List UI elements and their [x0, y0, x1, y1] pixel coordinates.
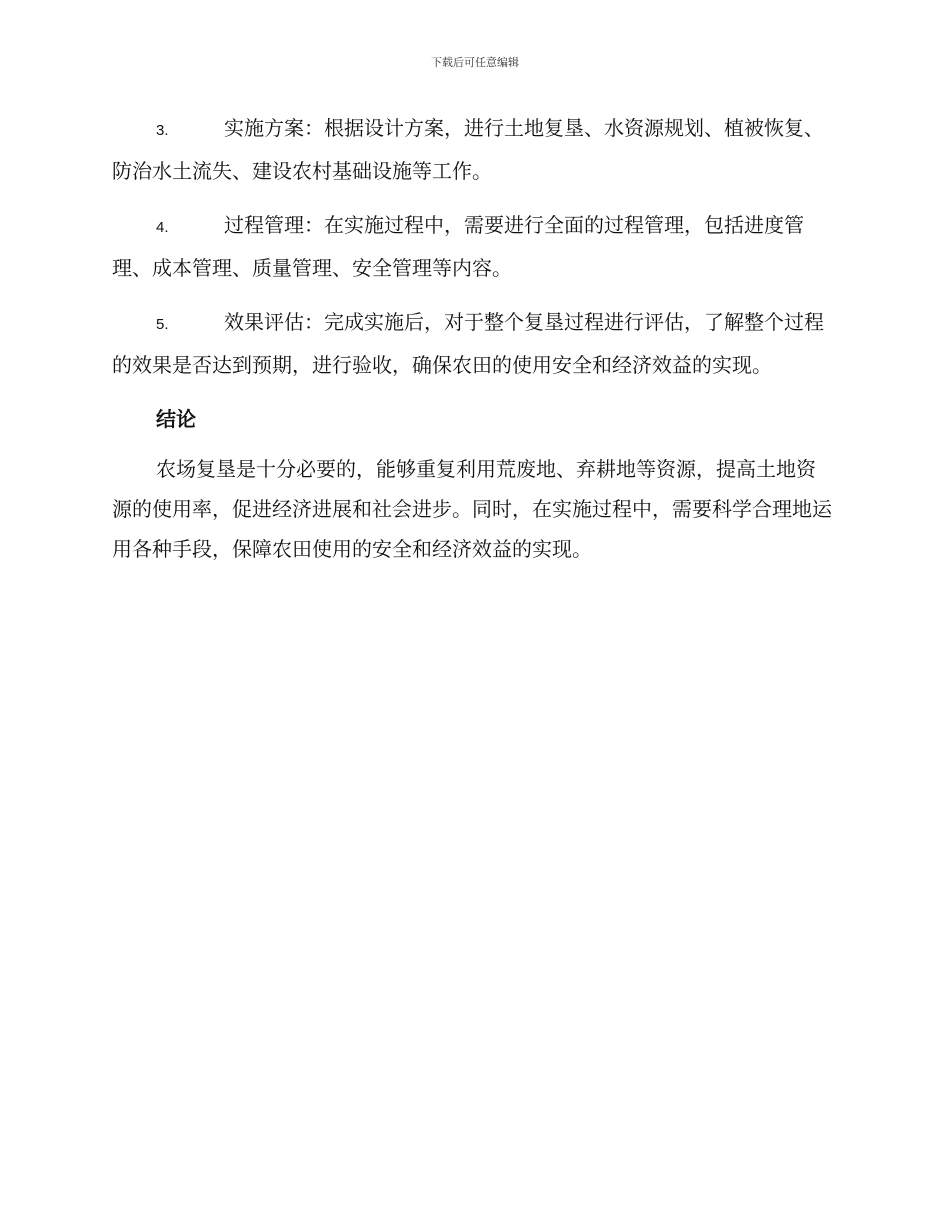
list-item-number: 5. [156, 316, 169, 333]
list-item-3 [112, 108, 834, 191]
list-item-text: 效果评估：完成实施后，对于整个复垦过程进行评估，了解整个过程的效果是否达到预期，进行验收，确保农田的使用安全和经济效益的实现。 [112, 310, 824, 377]
list-item-text: 过程管理：在实施过程中，需要进行全面的过程管理，包括进度管理、成本管理、质量管理、安全管理等内容。 [112, 213, 804, 280]
list-item-4 [112, 205, 834, 288]
list-item-number: 3. [156, 122, 169, 139]
conclusion-heading: 结论 [156, 407, 196, 431]
list-item-text: 实施方案：根据设计方案，进行土地复垦、水资源规划、植被恢复、防治水土流失、建设农村基础设施等工作。 [112, 116, 824, 183]
document-body [112, 108, 834, 569]
list-item-number: 4. [156, 219, 169, 236]
list-item-5 [112, 302, 834, 385]
conclusion-paragraph: 农场复垦是十分必要的，能够重复利用荒废地、弃耕地等资源，提高土地资源的使用率，促进经济进展和社会进步。同时，在实施过程中，需要科学合理地运用各种手段，保障农田使用的安全和经济效益的实现。 [112, 457, 832, 561]
page-header: 下载后可任意编辑 [431, 56, 519, 69]
